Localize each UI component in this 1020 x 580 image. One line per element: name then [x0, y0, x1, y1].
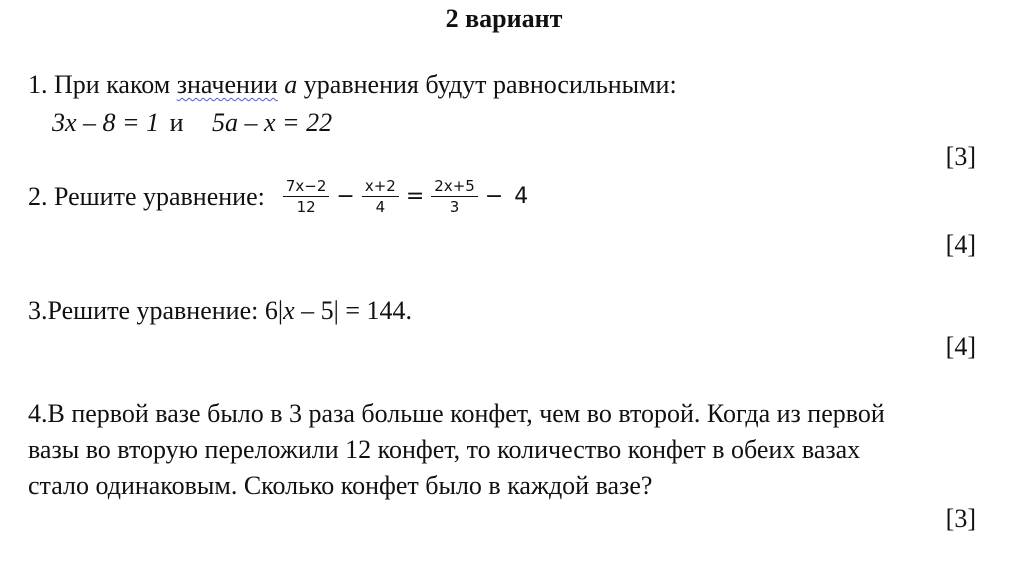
constant-term: 4 [514, 184, 529, 209]
task-1-text-before: При каком [54, 70, 171, 99]
task-1-variable: a [284, 70, 298, 99]
task-1-number: 1. [28, 70, 48, 99]
task-1-score: [3] [945, 142, 976, 171]
task-1-conjunction: и [169, 108, 184, 137]
task-3-label: 3.Решите уравнение: 6| [28, 296, 284, 325]
fraction-1 [283, 176, 330, 217]
minus-sign: − [336, 184, 355, 209]
task-3-rest: – 5| = 144. [294, 296, 412, 325]
task-1-equation-1: 3x – 8 = 1 [52, 108, 160, 137]
task-4-line-2: вазы во вторую переложили 12 конфет, то количество конфет в обеих вазах [28, 435, 861, 464]
equals-sign: = [405, 184, 425, 209]
task-1-underlined-word: значении [176, 70, 278, 99]
fraction-2 [362, 176, 399, 217]
task-2-label: 2. Решите уравнение: [28, 181, 265, 211]
task-4-line-1: 4.В первой вазе было в 3 раза больше конфет, чем во второй. Когда из первой [28, 399, 885, 428]
task-1-question [28, 70, 677, 100]
page-title: 2 вариант [445, 4, 563, 33]
task-4-line-3: стало одинаковым. Сколько конфет было в каждой вазе? [28, 471, 653, 500]
fraction-2-denominator: 4 [375, 198, 386, 216]
fraction-3-denominator: 3 [449, 198, 460, 216]
fraction-3-numerator: 2x+5 [431, 176, 478, 197]
task-1-equations [52, 108, 332, 138]
task-4-score: [3] [945, 504, 976, 533]
fraction-1-numerator: 7x−2 [283, 176, 330, 197]
task-1-equation-2: 5a – x = 22 [212, 108, 333, 137]
task-4-question [28, 396, 988, 504]
task-3-score: [4] [945, 332, 976, 361]
task-3-question [28, 296, 412, 326]
fraction-2-numerator: x+2 [362, 176, 399, 197]
fraction-1-denominator: 12 [296, 198, 316, 216]
task-2-question [28, 176, 531, 217]
task-2-score: [4] [945, 230, 976, 259]
minus-sign-2: − [484, 184, 504, 209]
task-3-variable: x [283, 296, 295, 325]
task-1-text-after: уравнения будут равносильными: [303, 70, 677, 99]
fraction-3 [431, 176, 478, 217]
